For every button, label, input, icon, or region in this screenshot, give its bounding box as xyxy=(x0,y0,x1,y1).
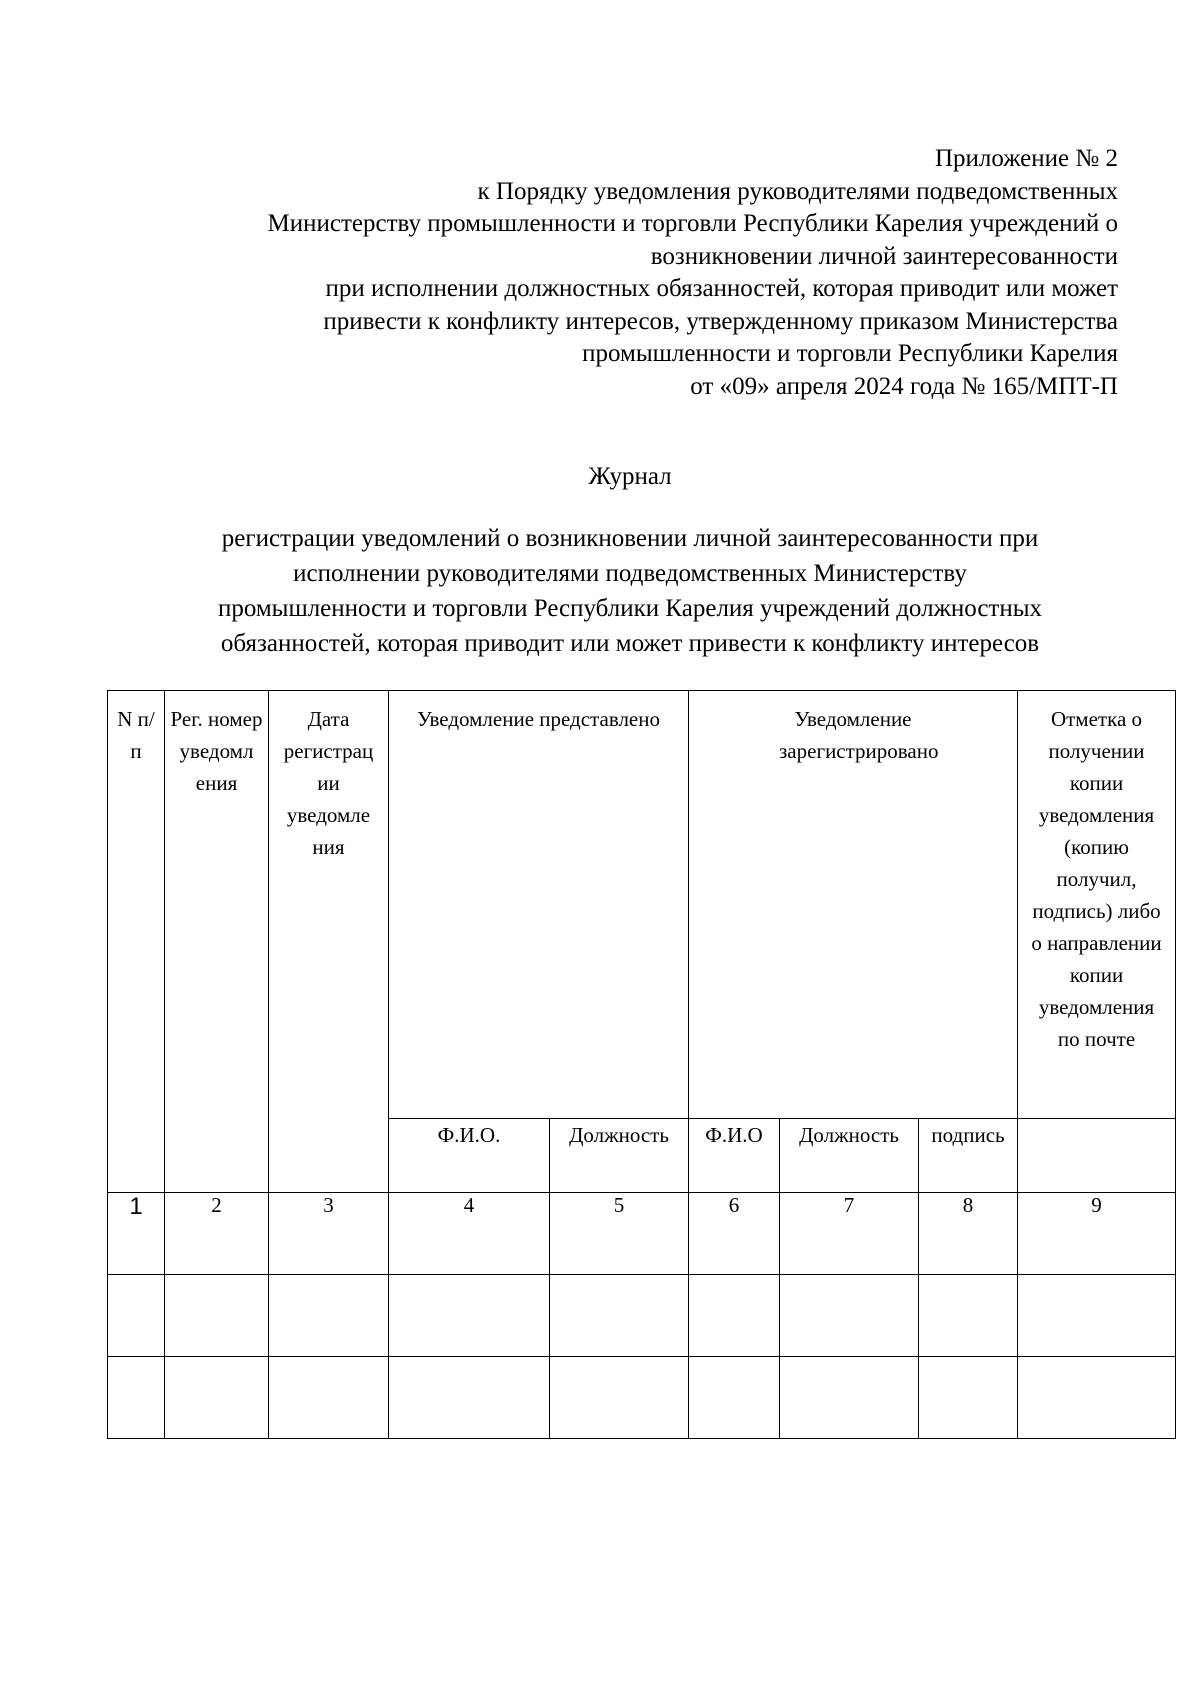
journal-title: Журнал xyxy=(588,463,672,490)
appendix-line: возникновении личной заинтересованности xyxy=(650,242,1118,270)
journal-subtitle xyxy=(0,521,1200,661)
journal-subtitle-line: обязанностей, которая приводит или может привести к конфликту интересов xyxy=(220,630,1040,657)
column-number: 3 xyxy=(269,1193,389,1275)
subheader-registered-signature-label: подпись xyxy=(931,1123,1005,1147)
subheader-submitted-fio-label: Ф.И.О. xyxy=(437,1123,501,1147)
table-cell xyxy=(550,1357,689,1439)
column-number: 1 xyxy=(108,1193,165,1275)
column-number-row xyxy=(108,1193,1176,1275)
table-cell xyxy=(389,1275,550,1357)
appendix-line: при исполнении должностных обязанностей, которая приводит или может xyxy=(325,275,1118,302)
table-cell xyxy=(165,1357,269,1439)
header-reg-date-label: Дата регистрац ии уведомле ния xyxy=(283,707,374,859)
column-number: 9 xyxy=(1018,1193,1176,1275)
column-number: 5 xyxy=(550,1193,689,1275)
subheader-submitted-position-label: Должность xyxy=(569,1123,669,1147)
table-cell xyxy=(919,1275,1018,1357)
table-cell xyxy=(689,1275,780,1357)
header-reg-date xyxy=(269,691,389,1193)
header-registered-group-label: Уведомление зарегистрировано xyxy=(779,707,939,763)
header-submitted-group-label: Уведомление представлено xyxy=(417,707,660,731)
header-num xyxy=(108,691,165,1193)
subheader-submitted-position xyxy=(550,1119,689,1193)
column-number: 8 xyxy=(919,1193,1018,1275)
table-cell xyxy=(389,1357,550,1439)
column-number: 7 xyxy=(780,1193,919,1275)
appendix-line: привести к конфликту интересов, утвержденному приказом Министерства xyxy=(323,307,1118,335)
appendix-block xyxy=(118,143,1118,403)
journal-subtitle-line: исполнении руководителями подведомственных Министерству xyxy=(293,560,967,587)
header-copy-mark xyxy=(1018,691,1176,1119)
table-cell xyxy=(108,1275,165,1357)
table-cell xyxy=(780,1275,919,1357)
table-cell xyxy=(550,1275,689,1357)
subheader-copy-mark-empty xyxy=(1018,1119,1176,1193)
journal-subtitle-line: промышленности и торговли Республики Карелия учреждений должностных xyxy=(217,595,1043,622)
column-number: 2 xyxy=(165,1193,269,1275)
table-cell xyxy=(689,1357,780,1439)
header-num-label: N п/п xyxy=(117,707,155,763)
appendix-line: промышленности и торговли Республики Карелия xyxy=(582,340,1118,367)
header-registered-group xyxy=(689,691,1018,1119)
header-copy-mark-label: Отметка о получении копии уведомления (копию получил, подпись) либо о направлении копии уведомления по почте xyxy=(1031,707,1162,1051)
table-cell xyxy=(1018,1275,1176,1357)
column-number: 4 xyxy=(389,1193,550,1275)
appendix-line: от «09» апреля 2024 года № 165/МПТ-П xyxy=(690,372,1118,400)
table-cell xyxy=(269,1275,389,1357)
header-submitted-group xyxy=(389,691,689,1119)
table-cell xyxy=(1018,1357,1176,1439)
table-cell xyxy=(165,1275,269,1357)
subheader-registered-fio xyxy=(689,1119,780,1193)
header-reg-number xyxy=(165,691,269,1193)
table-cell xyxy=(269,1357,389,1439)
table-row xyxy=(108,1357,1176,1439)
table-cell xyxy=(780,1357,919,1439)
column-number: 6 xyxy=(689,1193,780,1275)
subheader-registered-signature xyxy=(919,1119,1018,1193)
appendix-line: Министерству промышленности и торговли Республики Карелия учреждений о xyxy=(267,210,1118,237)
subheader-submitted-fio xyxy=(389,1119,550,1193)
header-reg-number-label: Рег. номер уведомл ения xyxy=(170,707,263,795)
table-row xyxy=(108,1275,1176,1357)
appendix-line: к Порядку уведомления руководителями подведомственных xyxy=(477,177,1118,205)
table-cell xyxy=(108,1357,165,1439)
subheader-registered-position-label: Должность xyxy=(799,1123,899,1147)
subheader-registered-position xyxy=(780,1119,919,1193)
appendix-line: Приложение № 2 xyxy=(934,145,1118,172)
subheader-registered-fio-label: Ф.И.О xyxy=(705,1123,763,1147)
journal-subtitle-line: регистрации уведомлений о возникновении личной заинтересованности при xyxy=(221,525,1039,552)
register-table xyxy=(107,690,1176,1439)
table-cell xyxy=(919,1357,1018,1439)
